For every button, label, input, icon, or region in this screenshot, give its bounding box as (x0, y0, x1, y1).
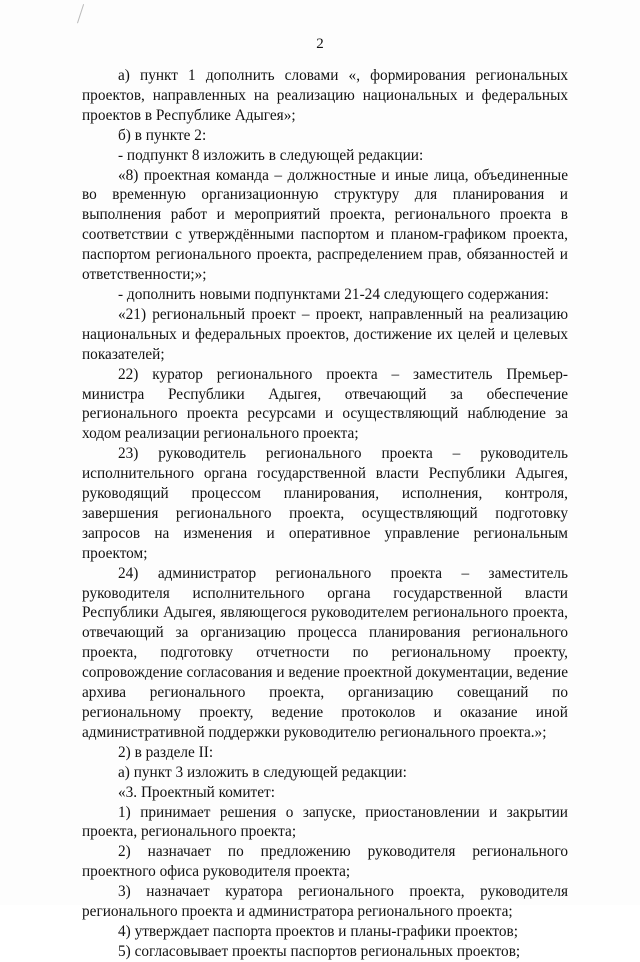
document-body (82, 66, 568, 962)
paragraph: - дополнить новыми подпунктами 21-24 следующего содержания: (118, 285, 549, 303)
paragraph: 23) руководитель регионального проекта – руководитель исполнительного органа государственной власти Республики Адыгея, руководящий процессом планирования, исполнения, контроля, завершения регионального проекта, осуществляющий подготовку запросов на изменения и оперативное управление региональным проектом; (82, 445, 568, 562)
paragraph: - подпункт 8 изложить в следующей редакции: (118, 146, 424, 164)
paragraph: б) в пункте 2: (118, 126, 207, 144)
paragraph: «21) региональный проект – проект, направленный на реализацию национальных и федеральных проектов, достижение их целей и целевых показателей; (82, 305, 568, 363)
paragraph: 22) куратор регионального проекта – заместитель Премьер-министра Республики Адыгея, отвечающий за обеспечение регионального проекта ресурсами и осуществляющий наблюдение за ходом реализации регионального проекта; (82, 365, 568, 443)
paragraph: 1) принимает решения о запуске, приостановлении и закрытии проекта, регионального проекта; (82, 803, 568, 841)
paragraph: «3. Проектный комитет: (118, 783, 275, 801)
paragraph: а) пункт 1 дополнить словами «, формирования региональных проектов, направленных на реализацию национальных и федеральных проектов в Республике Адыгея»; (82, 67, 568, 124)
paragraph: 24) администратор регионального проекта – заместитель руководителя исполнительного органа государственной власти Республики Адыгея, являющегося руководителем регионального проекта, отвечающий за организацию процесса планирования регионального проекта, подготовку отчетности по региональному проекту, сопровождение согласования и ведение проектной документации, ведение архива регионального проекта, организацию совещаний по региональному проекту, ведение протоколов и оказание иной административной поддержки руководителю регионального проекта.»; (82, 564, 568, 741)
scan-mark (77, 4, 86, 24)
paragraph: 3) назначает куратора регионального проекта, руководителя регионального проекта и администратора регионального проекта; (82, 883, 568, 921)
paragraph: 4) утверждает паспорта проектов и планы-графики проектов; (118, 922, 519, 940)
paragraph: а) пункт 3 изложить в следующей редакции: (118, 763, 407, 781)
paragraph: 2) в разделе II: (118, 743, 214, 761)
paragraph: 5) согласовывает проекты паспортов региональных проектов; (118, 942, 521, 960)
paragraph: «8) проектная команда – должностные и иные лица, объединенные во временную организационную структуру для планирования и выполнения работ и мероприятий проекта, регионального проекта в соответствии с утверждёнными паспортом и планом-графиком проекта, паспортом регионального проекта, распределением прав, обязанностей и ответственности;»; (82, 166, 568, 284)
paragraph: 2) назначает по предложению руководителя регионального проектного офиса руководителя проекта; (82, 843, 568, 881)
page-number: 2 (316, 36, 324, 52)
